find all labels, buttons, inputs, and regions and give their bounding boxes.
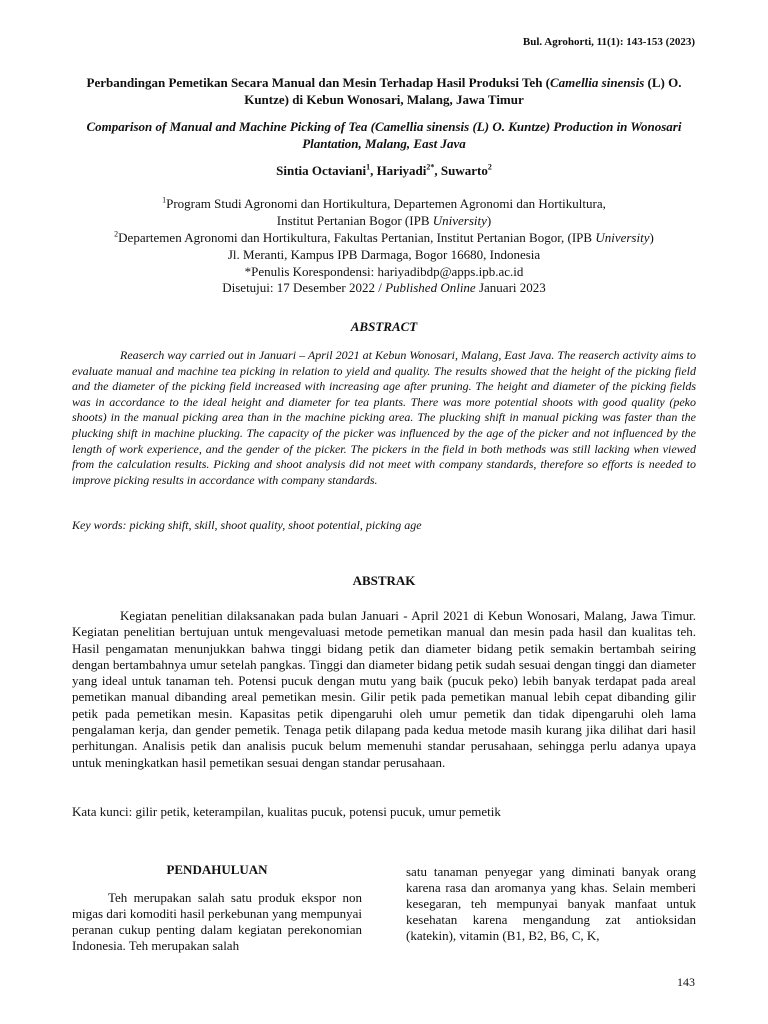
intro-left-column	[72, 862, 362, 954]
keywords-indonesian: Kata kunci: gilir petik, keterampilan, kualitas pucuk, potensi pucuk, umur pemetik	[72, 804, 501, 819]
corresponding-author: *Penulis Korespondensi: hariyadibdp@apps.ipb.ac.id	[244, 264, 524, 279]
intro-heading: PENDAHULUAN	[166, 862, 268, 877]
abstract-heading: ABSTRACT	[350, 319, 418, 334]
abstrak-body: Kegiatan penelitian dilaksanakan pada bulan Januari - April 2021 di Kebun Wonosari, Malang, Jawa Timur. Kegiatan penelitian bertujuan untuk mengevaluasi metode pemetikan manual dan mesin pada hasil dan kualitas teh. Hasil pengamatan menunjukkan bahwa tinggi bidang petik dan diameter bidang petik semakin bertambah seiring dengan bertambahnya umur setelah pangkas. Tinggi dan diameter bidang petik sudah sesuai dengan tinggi dan diameter yang ideal untuk tanaman teh. Potensi pucuk dengan mutu yang baik (pucuk peko) lebih banyak terdapat pada areal pemetikan manual dibanding areal pemetikan mesin. Gilir petik pada pemetikan manual lebih cepat dibanding gilir petik pada pemetikan mesin. Kapasitas petik dipengaruhi oleh umur pemetik dan tidak dipengaruhi oleh lama pengalaman kerja, dan gender pemetik. Tenaga petik dilapang pada kedua metode masih kurang jika dilihat dari hasil perhitungan. Analisis petik dan analisis pucuk belum memenuhi standar perusahaan, sehingga perlu adanya upaya untuk meningkatkan hasil pemetikan sesuai dengan standar perusahaan.	[72, 608, 696, 770]
abstract-body: Reaserch way carried out in Januari – April 2021 at Kebun Wonosari, Malang, East Java. The reaserch activity aims to evaluate manual and machine tea picking in relation to yield and quality. The results showed that the height of the picking field and the diameter of the picking field increased with increasing age after pruning. The height and diameter of the picking fields was in accordance to the ideal height and diameter for tea plants. There was more potential shoots with good quality (peko shoots) in the manual picking area than in the machine picking area. The plucking shift in manual picking was faster than the plucking shift in machine plucking. The capacity of the picker was influenced by the age of the picker and not influenced by the length of work experience, and the gender of the picker. The pickers in the field in both methods was still lacking when viewed from the calculation results. Picking and shoot analysis did not meet with company standards, therefore so efforts is needed to improve picking results in accordance with company standards.	[72, 348, 696, 487]
intro-right-column	[406, 864, 696, 944]
page-number: 143	[677, 975, 695, 989]
approval-dates: Disetujui: 17 Desember 2022 / Published Online Januari 2023	[222, 280, 546, 295]
title-english: Comparison of Manual and Machine Picking of Tea (Camellia sinensis (L) O. Kuntze) Production in Wonosari Plantation, Malang, East Java	[86, 119, 682, 151]
title-indonesian: Perbandingan Pemetikan Secara Manual dan Mesin Terhadap Hasil Produksi Teh (Camellia sinensis (L) O. Kuntze) di Kebun Wonosari, Malang, Jawa Timur	[86, 75, 682, 107]
affiliation-2-line-2: Jl. Meranti, Kampus IPB Darmaga, Bogor 16680, Indonesia	[227, 247, 541, 262]
affiliations	[72, 195, 696, 280]
keywords-english: Key words: picking shift, skill, shoot quality, shoot potential, picking age	[72, 518, 422, 532]
intro-paragraph-left: Teh merupakan salah satu produk ekspor non migas dari komoditi hasil perkebunan yang mempunyai peranan cukup penting dalam kegiatan perekonomian Indonesia. Teh merupakan salah	[72, 890, 362, 953]
affiliation-2-line-1: $^2$Departemen Agronomi dan Hortikultura, Fakultas Pertanian, Institut Pertanian Bogor, (IPB University)	[114, 229, 654, 245]
author-list: Sintia Octaviani$^1$, Hariyadi$^{2*}$, Suwarto$^2$	[276, 162, 492, 178]
abstrak-heading: ABSTRAK	[352, 573, 416, 588]
affiliation-1-line-2: Institut Pertanian Bogor (IPB University)	[276, 213, 492, 228]
affiliation-1-line-1: $^1$Program Studi Agronomi dan Hortikultura, Departemen Agronomi dan Hortikultura,	[162, 195, 606, 211]
journal-reference: Bul. Agrohorti, 11(1): 143-153 (2023)	[522, 36, 695, 48]
intro-paragraph-right: satu tanaman penyegar yang diminati banyak orang karena rasa dan aromanya yang khas. Selain memberi kesegaran, teh mempunyai banyak manfaat untuk kesehatan karena mengandung zat antioksidan (katekin), vitamin (B1, B2, B6, C, K,	[406, 864, 696, 943]
